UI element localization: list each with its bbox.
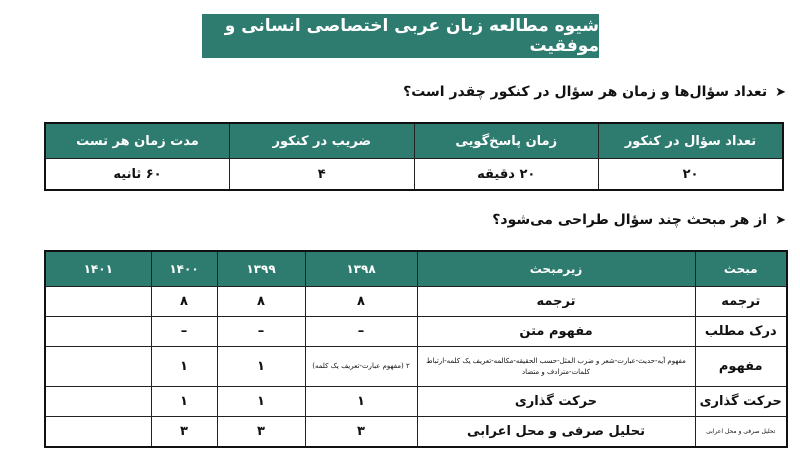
- cell-1401: [45, 417, 151, 448]
- exam-info-table: [44, 122, 784, 191]
- header-topic: مبحث: [695, 251, 787, 287]
- header-subtopic: زیرمبحث: [417, 251, 695, 287]
- cell-1400: ۳: [151, 417, 217, 448]
- cell-subtopic: ترجمه: [417, 287, 695, 317]
- cell-1400: ۱: [151, 387, 217, 417]
- cell-1401: [45, 287, 151, 317]
- cell-1400: –: [151, 317, 217, 347]
- value-answer-time: ۲۰ دقیقه: [414, 159, 599, 191]
- table-row: [45, 317, 787, 347]
- arrow-bullet-icon: ➤: [775, 84, 786, 100]
- header-answer-time: زمان پاسخ‌گویی: [414, 123, 599, 159]
- header-year-1401: ۱۴۰۱: [45, 251, 151, 287]
- table-row: [45, 417, 787, 448]
- header-question-count: تعداد سؤال در کنکور: [599, 123, 784, 159]
- topic-header-row: [45, 251, 787, 287]
- header-year-1398: ۱۳۹۸: [305, 251, 417, 287]
- cell-1399: ۱: [217, 347, 305, 387]
- cell-subtopic: حرکت گذاری: [417, 387, 695, 417]
- cell-1398: –: [305, 317, 417, 347]
- value-question-count: ۲۰: [599, 159, 784, 191]
- cell-1398: ۸: [305, 287, 417, 317]
- cell-topic: تحلیل صرفی و محل اعرابی: [695, 417, 787, 448]
- exam-info-value-row: [45, 159, 783, 191]
- page-title: شیوه مطالعه زبان عربی اختصاصی انسانی و موفقیت: [224, 16, 599, 56]
- question-1-text: تعداد سؤال‌ها و زمان هر سؤال در کنکور چقدر است؟: [403, 84, 768, 100]
- cell-1398: ۳: [305, 417, 417, 448]
- value-time-per-test: ۶۰ ثانیه: [45, 159, 230, 191]
- value-coefficient: ۴: [230, 159, 415, 191]
- cell-subtopic: مفهوم متن: [417, 317, 695, 347]
- cell-topic: درک مطلب: [695, 317, 787, 347]
- cell-topic: ترجمه: [695, 287, 787, 317]
- cell-1400: ۱: [151, 347, 217, 387]
- question-2-text: از هر مبحث چند سؤال طراحی می‌شود؟: [492, 212, 768, 228]
- cell-1399: ۳: [217, 417, 305, 448]
- table-row: [45, 387, 787, 417]
- table-row: [45, 287, 787, 317]
- cell-topic: مفهوم: [695, 347, 787, 387]
- cell-1398: ۱: [305, 387, 417, 417]
- page-title-banner: [202, 14, 599, 58]
- header-time-per-test: مدت زمان هر تست: [45, 123, 230, 159]
- cell-1398: ۲ (مفهوم عبارت-تعریف یک کلمه): [305, 347, 417, 387]
- cell-1401: [45, 347, 151, 387]
- cell-1399: ۱: [217, 387, 305, 417]
- cell-subtopic: مفهوم آیه-حدیث-عبارت-شعر و ضرب المثل-حسب الحقیقه-مکالمه-تعریف یک کلمه-ارتباط کلمات-مترادف و متضاد: [417, 347, 695, 387]
- cell-topic: حرکت گذاری: [695, 387, 787, 417]
- cell-1400: ۸: [151, 287, 217, 317]
- cell-subtopic: تحلیل صرفی و محل اعرابی: [417, 417, 695, 448]
- header-coefficient: ضریب در کنکور: [230, 123, 415, 159]
- table-row: [45, 347, 787, 387]
- question-1: [403, 84, 786, 100]
- topic-distribution-table: [44, 250, 788, 448]
- arrow-bullet-icon: ➤: [775, 212, 786, 228]
- exam-info-header-row: [45, 123, 783, 159]
- header-year-1400: ۱۴۰۰: [151, 251, 217, 287]
- cell-1399: –: [217, 317, 305, 347]
- question-2: [492, 212, 786, 228]
- header-year-1399: ۱۳۹۹: [217, 251, 305, 287]
- cell-1399: ۸: [217, 287, 305, 317]
- cell-1401: [45, 387, 151, 417]
- cell-1401: [45, 317, 151, 347]
